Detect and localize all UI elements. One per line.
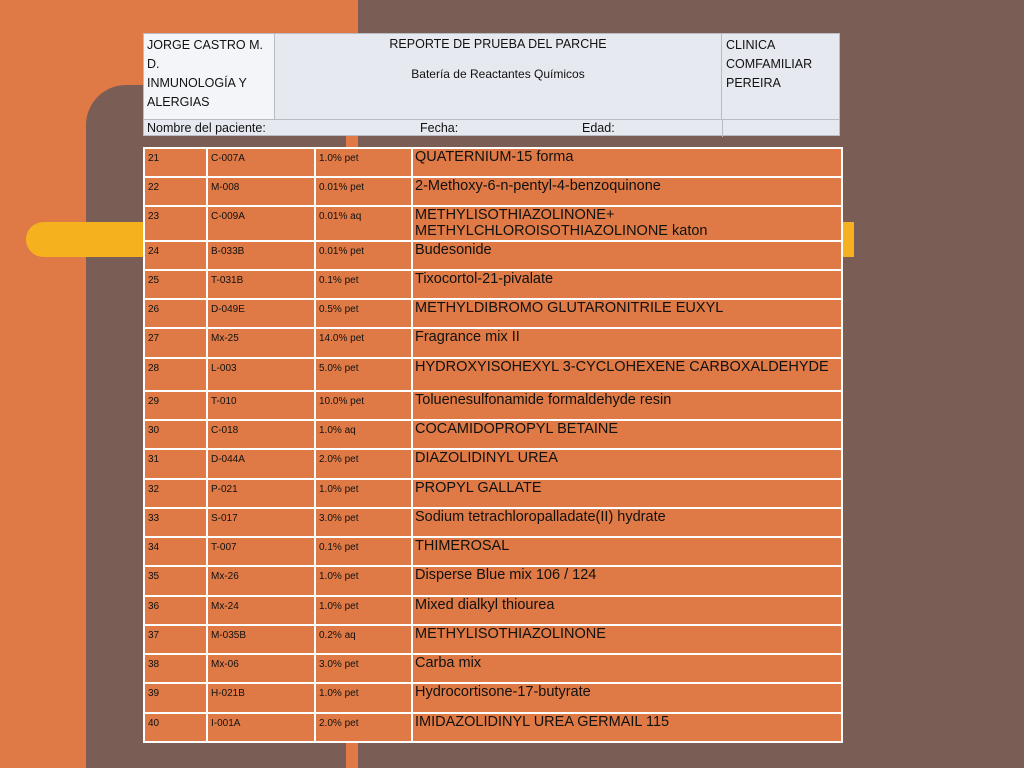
- allergen-name-cell: Sodium tetrachloropalladate(II) hydrate: [412, 508, 842, 537]
- allergen-name-cell: Fragrance mix II: [412, 328, 842, 357]
- table-row: [144, 449, 842, 478]
- date-label: Fecha:: [420, 121, 459, 135]
- concentration-cell: 0.1% pet: [315, 537, 412, 566]
- table-row: [144, 241, 842, 270]
- concentration-cell: 1.0% aq: [315, 420, 412, 449]
- allergen-code-cell: M-035B: [207, 625, 315, 654]
- patient-name-label: Nombre del paciente:: [147, 121, 266, 135]
- allergen-name-cell: Tixocortol-21-pivalate: [412, 270, 842, 299]
- allergen-table: [143, 147, 843, 743]
- allergen-name-cell: Mixed dialkyl thiourea: [412, 596, 842, 625]
- table-row: [144, 625, 842, 654]
- table-row: [144, 479, 842, 508]
- row-number-cell: 22: [144, 177, 207, 206]
- allergen-code-cell: C-007A: [207, 148, 315, 177]
- allergen-code-cell: S-017: [207, 508, 315, 537]
- allergen-code-cell: Mx-25: [207, 328, 315, 357]
- concentration-cell: 0.01% aq: [315, 206, 412, 240]
- allergen-code-cell: B-033B: [207, 241, 315, 270]
- row-number-cell: 28: [144, 358, 207, 391]
- doctor-line: D.: [147, 57, 160, 71]
- concentration-cell: 14.0% pet: [315, 328, 412, 357]
- allergen-code-cell: L-003: [207, 358, 315, 391]
- allergen-name-cell: Disperse Blue mix 106 / 124: [412, 566, 842, 595]
- allergen-code-cell: P-021: [207, 479, 315, 508]
- concentration-cell: 3.0% pet: [315, 654, 412, 683]
- allergen-code-cell: M-008: [207, 177, 315, 206]
- row-number-cell: 38: [144, 654, 207, 683]
- allergen-code-cell: I-001A: [207, 713, 315, 742]
- report-title-cell: [274, 34, 722, 119]
- concentration-cell: 0.5% pet: [315, 299, 412, 328]
- table-row: [144, 566, 842, 595]
- age-label: Edad:: [582, 121, 615, 135]
- row-number-cell: 32: [144, 479, 207, 508]
- table-row: [144, 654, 842, 683]
- allergen-name-cell: Toluenesulfonamide formaldehyde resin: [412, 391, 842, 420]
- allergen-name-cell: METHYLISOTHIAZOLINONE+ METHYLCHLOROISOTHIAZOLINONE katon: [412, 206, 842, 240]
- concentration-cell: 1.0% pet: [315, 479, 412, 508]
- allergen-name-cell: 2-Methoxy-6-n-pentyl-4-benzoquinone: [412, 177, 842, 206]
- allergen-name-cell: Budesonide: [412, 241, 842, 270]
- allergen-code-cell: T-031B: [207, 270, 315, 299]
- row-number-cell: 26: [144, 299, 207, 328]
- concentration-cell: 2.0% pet: [315, 713, 412, 742]
- table-row: [144, 270, 842, 299]
- concentration-cell: 1.0% pet: [315, 596, 412, 625]
- allergen-code-cell: T-010: [207, 391, 315, 420]
- concentration-cell: 0.1% pet: [315, 270, 412, 299]
- table-row: [144, 420, 842, 449]
- allergen-name-cell: THIMEROSAL: [412, 537, 842, 566]
- concentration-cell: 5.0% pet: [315, 358, 412, 391]
- row-number-cell: 35: [144, 566, 207, 595]
- clinic-line: COMFAMILIAR: [726, 57, 813, 71]
- concentration-cell: 1.0% pet: [315, 683, 412, 712]
- table-row: [144, 328, 842, 357]
- allergen-code-cell: D-044A: [207, 449, 315, 478]
- allergen-code-cell: Mx-26: [207, 566, 315, 595]
- allergen-name-cell: DIAZOLIDINYL UREA: [412, 449, 842, 478]
- allergen-code-cell: Mx-24: [207, 596, 315, 625]
- allergen-name-cell: PROPYL GALLATE: [412, 479, 842, 508]
- table-row: [144, 299, 842, 328]
- table-row: [144, 713, 842, 742]
- row-number-cell: 39: [144, 683, 207, 712]
- clinic-line: PEREIRA: [726, 76, 781, 90]
- allergen-name-cell: METHYLDIBROMO GLUTARONITRILE EUXYL: [412, 299, 842, 328]
- row-number-cell: 34: [144, 537, 207, 566]
- row-number-cell: 23: [144, 206, 207, 240]
- row-number-cell: 29: [144, 391, 207, 420]
- allergen-code-cell: T-007: [207, 537, 315, 566]
- concentration-cell: 0.2% aq: [315, 625, 412, 654]
- report-subtitle: Batería de Reactantes Químicos: [411, 67, 585, 81]
- concentration-cell: 0.01% pet: [315, 177, 412, 206]
- report-title: REPORTE DE PRUEBA DEL PARCHE: [389, 37, 607, 51]
- concentration-cell: 2.0% pet: [315, 449, 412, 478]
- table-row: [144, 177, 842, 206]
- concentration-cell: 0.01% pet: [315, 241, 412, 270]
- row-number-cell: 25: [144, 270, 207, 299]
- allergen-name-cell: QUATERNIUM-15 forma: [412, 148, 842, 177]
- allergen-code-cell: Mx-06: [207, 654, 315, 683]
- allergen-code-cell: H-021B: [207, 683, 315, 712]
- background-yellow-band-left: [26, 222, 156, 257]
- row-number-cell: 40: [144, 713, 207, 742]
- doctor-info: [144, 34, 274, 119]
- allergen-name-cell: COCAMIDOPROPYL BETAINE: [412, 420, 842, 449]
- allergen-name-cell: HYDROXYISOHEXYL 3-CYCLOHEXENE CARBOXALDEHYDE: [412, 358, 842, 391]
- table-row: [144, 148, 842, 177]
- table-row: [144, 537, 842, 566]
- doctor-line: JORGE CASTRO M.: [147, 38, 263, 52]
- concentration-cell: 3.0% pet: [315, 508, 412, 537]
- table-row: [144, 358, 842, 391]
- table-row: [144, 206, 842, 240]
- concentration-cell: 1.0% pet: [315, 566, 412, 595]
- row-number-cell: 33: [144, 508, 207, 537]
- allergen-name-cell: Carba mix: [412, 654, 842, 683]
- allergen-name-cell: IMIDAZOLIDINYL UREA GERMAIL 115: [412, 713, 842, 742]
- row-number-cell: 27: [144, 328, 207, 357]
- allergen-code-cell: D-049E: [207, 299, 315, 328]
- doctor-line: INMUNOLOGÍA Y: [147, 76, 247, 90]
- table-row: [144, 596, 842, 625]
- row-number-cell: 21: [144, 148, 207, 177]
- row-number-cell: 31: [144, 449, 207, 478]
- allergen-name-cell: METHYLISOTHIAZOLINONE: [412, 625, 842, 654]
- report-header: [143, 33, 840, 136]
- concentration-cell: 10.0% pet: [315, 391, 412, 420]
- clinic-line: CLINICA: [726, 38, 776, 52]
- clinic-info: [722, 34, 839, 119]
- patient-info-row: [144, 119, 839, 137]
- table-row: [144, 683, 842, 712]
- doctor-line: ALERGIAS: [147, 95, 210, 109]
- row-divider: [722, 120, 723, 137]
- table-row: [144, 508, 842, 537]
- row-number-cell: 24: [144, 241, 207, 270]
- allergen-code-cell: C-009A: [207, 206, 315, 240]
- row-number-cell: 37: [144, 625, 207, 654]
- row-number-cell: 30: [144, 420, 207, 449]
- allergen-name-cell: Hydrocortisone-17-butyrate: [412, 683, 842, 712]
- row-number-cell: 36: [144, 596, 207, 625]
- allergen-table-body: [144, 148, 842, 742]
- table-row: [144, 391, 842, 420]
- allergen-code-cell: C-018: [207, 420, 315, 449]
- concentration-cell: 1.0% pet: [315, 148, 412, 177]
